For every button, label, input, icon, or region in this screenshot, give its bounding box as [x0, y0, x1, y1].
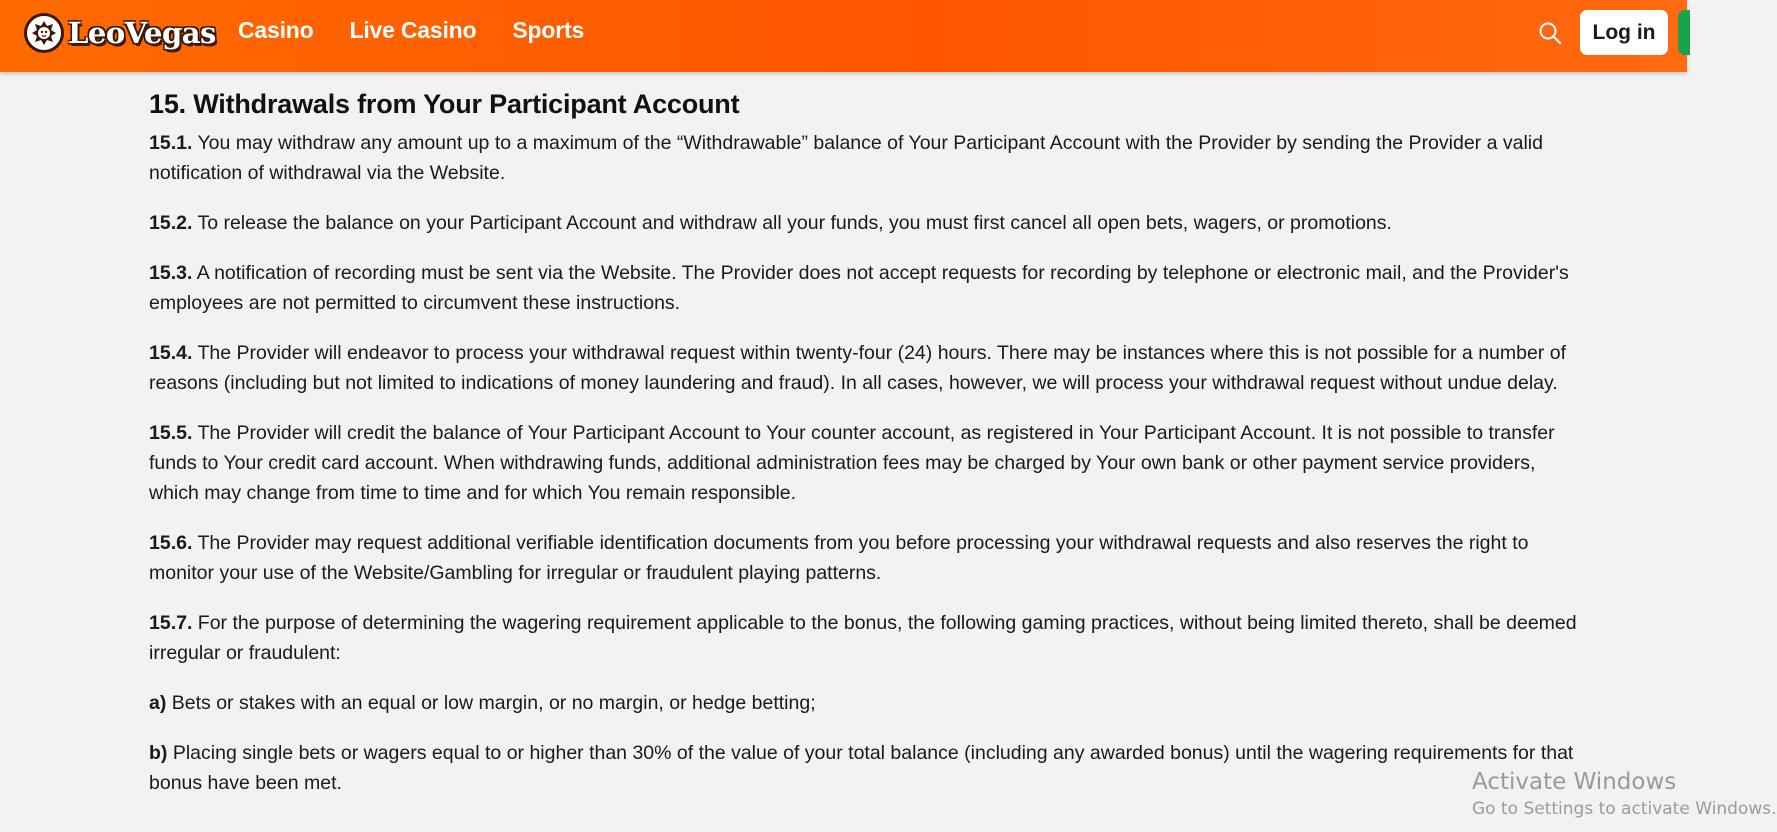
- nav-casino-link[interactable]: Casino: [238, 17, 314, 43]
- watermark-title: Activate Windows: [1472, 769, 1677, 795]
- clause-text: The Provider will credit the balance of Your Participant Account to Your counter account, as registered in Your Participant Account. It is not possible to transfer funds to Your credit card account. When withdrawing funds, additional administration fees may be charged by Your own bank or other payment service providers, which may change from time to time and for which You remain responsible.: [149, 422, 1555, 504]
- search-button[interactable]: [1536, 19, 1564, 47]
- terms-section: [149, 87, 1589, 818]
- clause-text: To release the balance on your Participant Account and withdraw all your funds, you must first cancel all open bets, wagers, or promotions.: [197, 212, 1392, 234]
- clause-15-3: [149, 258, 1589, 318]
- clause-text: A notification of recording must be sent via the Website. The Provider does not accept requests for recording by telephone or electronic mail, and the Provider's employees are not permitted to circumvent these instructions.: [149, 262, 1569, 314]
- clause-number: 15.7.: [149, 612, 193, 634]
- brand-name: LeoVegas: [68, 16, 216, 50]
- search-icon: [1538, 21, 1562, 45]
- clause-b: [149, 738, 1589, 798]
- clause-15-5: [149, 418, 1589, 508]
- clause-number: 15.4.: [149, 342, 193, 364]
- watermark-subtitle: Go to Settings to activate Windows.: [1472, 799, 1777, 819]
- nav-live-casino-link[interactable]: Live Casino: [349, 17, 477, 43]
- clause-15-2: [149, 208, 1589, 238]
- clause-text: The Provider will endeavor to process your withdrawal request within twenty-four (24) hours. There may be instances where this is not possible for a number of reasons (including but not limited to indications of money laundering and fraud). In all cases, however, we will process your withdrawal request without undue delay.: [149, 342, 1566, 394]
- clause-text: The Provider may request additional verifiable identification documents from you before processing your withdrawal requests and also reserves the right to monitor your use of the Website/Gambling for irregular or fraudulent playing patterns.: [149, 532, 1529, 584]
- clause-number: a): [149, 692, 167, 714]
- clause-text: Placing single bets or wagers equal to or higher than 30% of the value of your total balance (including any awarded bonus) until the wagering requirements for that bonus have been met.: [149, 742, 1574, 794]
- clause-number: 15.1.: [149, 132, 193, 154]
- nav-sports-link[interactable]: Sports: [512, 17, 585, 43]
- clause-number: 15.5.: [149, 422, 193, 444]
- brand-logo[interactable]: [24, 11, 216, 55]
- clause-a: [149, 688, 1589, 718]
- clause-number: b): [149, 742, 168, 764]
- section-title: 15. Withdrawals from Your Participant Account: [149, 89, 740, 119]
- clause-15-4: [149, 338, 1589, 398]
- signup-button-edge[interactable]: [1678, 10, 1690, 55]
- login-button[interactable]: Log in: [1580, 10, 1668, 55]
- main-nav: [238, 17, 584, 44]
- clause-text: For the purpose of determining the wagering requirement applicable to the bonus, the following gaming practices, without being limited thereto, shall be deemed irregular or fraudulent:: [149, 612, 1577, 664]
- clause-15-6: [149, 528, 1589, 588]
- lion-logo-icon: [24, 13, 64, 53]
- clause-text: You may withdraw any amount up to a maximum of the “Withdrawable” balance of Your Participant Account with the Provider by sending the Provider a valid notification of withdrawal via the Website.: [149, 132, 1543, 184]
- clause-number: 15.2.: [149, 212, 193, 234]
- top-navigation-bar: [0, 0, 1687, 72]
- clause-15-1: [149, 128, 1589, 188]
- clause-number: 15.3.: [149, 262, 193, 284]
- clause-text: Bets or stakes with an equal or low margin, or no margin, or hedge betting;: [171, 692, 816, 714]
- clause-15-7: [149, 608, 1589, 668]
- clause-number: 15.6.: [149, 532, 193, 554]
